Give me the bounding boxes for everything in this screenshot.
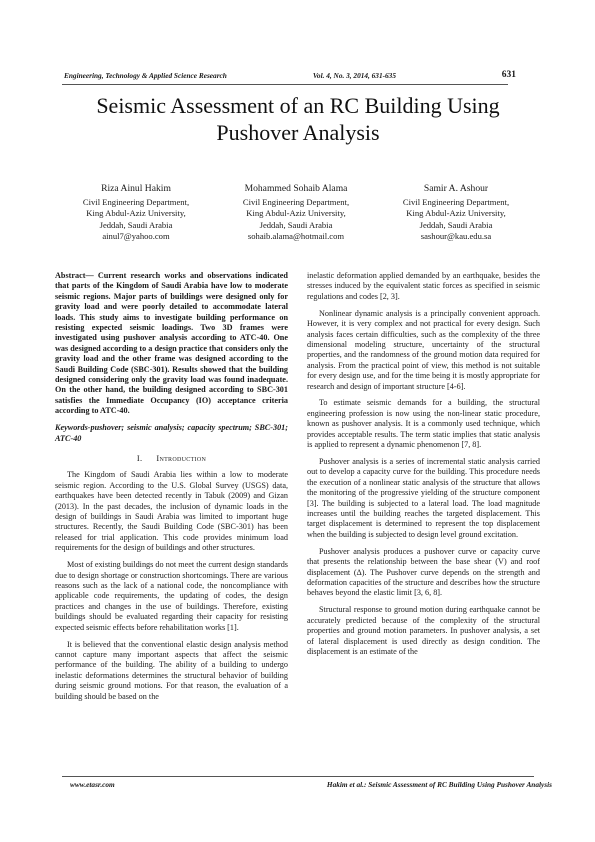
- footer-rule: [62, 776, 534, 777]
- author-department: Civil Engineering Department,: [82, 196, 190, 207]
- journal-name: Engineering, Technology & Applied Science Research: [64, 71, 227, 80]
- author-1: [56, 183, 216, 243]
- author-university: King Abdul-Aziz University,: [406, 208, 506, 219]
- journal-website[interactable]: www.etasr.com: [70, 780, 115, 789]
- author-location: Jeddah, Saudi Arabia: [99, 219, 173, 230]
- author-3: [376, 183, 536, 243]
- paragraph: Most of existing buildings do not meet the current design standards due to design shortage or construction shortcomings. There are various reasons such as the lack of a national code, the noncompliance with applicable code requirements, the updating of codes, the design practices and changes in the use of buildings. Therefore, existing buildings should be evaluated regarding their capacity for resisting expected seismic effects before rehabilitation works [1].: [55, 560, 288, 632]
- volume-info: Vol. 4, No. 3, 2014, 631-635: [312, 71, 396, 80]
- author-name: Riza Ainul Hakim: [101, 183, 171, 194]
- running-footer: [70, 780, 552, 789]
- footer-citation: Hakim et al.: Seismic Assessment of RC Building Using Pushover Analysis: [326, 780, 552, 789]
- section-heading: [55, 454, 288, 464]
- paragraph: Pushover analysis produces a pushover curve or capacity curve that presents the relationship between the base shear (V) and roof displacement (Δ). The Pushover curve depends on the strength and deformation capacities of the structure and describes how the structure behaves beyond the elastic limit [3, 6, 8].: [307, 546, 540, 598]
- paragraph: The Kingdom of Saudi Arabia lies within a low to moderate seismic region. According to the U.S. Global Survey (USGS) data, earthquakes have been detected recently in Tabuk (2009) and Gizan (2013). In the past decades, the inclusion of dynamic loads in the design of buildings in Saudi Arabia was limited to important huge structures. Recently, the Saudi Building Code (SBC-301) has been released for trial application. This code provides minimum load requirements for the design of buildings and other structures.: [55, 470, 288, 553]
- author-location: Jeddah, Saudi Arabia: [419, 219, 493, 230]
- author-university: King Abdul-Aziz University,: [86, 208, 186, 219]
- header-rule: [62, 84, 508, 85]
- author-name: Samir A. Ashour: [423, 183, 489, 194]
- author-email[interactable]: sohaib.alama@hotmail.com: [247, 231, 345, 242]
- section-title: Introduction: [156, 454, 207, 463]
- page-number: 631: [501, 70, 516, 80]
- paragraph: It is believed that the conventional elastic design analysis method cannot capture many important aspects that affect the seismic performance of the building. The ability of a building to undergo inelastic deformations determines the structural behavior of building during seismic ground motions. For that reason, the evaluation of a building should be based on the: [55, 639, 288, 701]
- paragraph: inelastic deformation applied demanded by an earthquake, besides the stresses induced by the equivalent static forces as specified in seismic regulations and codes [2, 3].: [307, 271, 540, 301]
- paragraph: Structural response to ground motion during earthquake cannot be accurately predicted because of the complexity of the structural properties and ground motion parameters. In pushover analysis, a set of lateral displacement is used directly as design condition. The displacement is an estimate of the: [307, 605, 540, 656]
- running-header: [64, 70, 516, 80]
- author-block: [56, 183, 536, 243]
- paper-title: Seismic Assessment of an RC Building Using Pushover Analysis: [96, 93, 500, 145]
- right-column: [307, 271, 540, 664]
- author-department: Civil Engineering Department,: [402, 196, 510, 207]
- section-number: I.: [136, 454, 143, 463]
- author-department: Civil Engineering Department,: [242, 196, 350, 207]
- author-name: Mohammed Sohaib Alama: [244, 183, 348, 194]
- author-university: King Abdul-Aziz University,: [246, 208, 346, 219]
- abstract: Abstract— Current research works and observations indicated that parts of the Kingdom of Saudi Arabia have low to moderate seismic regions. Major parts of buildings were designed only for gravity load and were poorly detailed to accommodate lateral loads. This study aims to investigate building performance on resisting expected seismic loadings. Two 3D frames were investigated using pushover analysis according to ATC-40. One was designed according to a design practice that considers only the gravity load and the other frame was designed according to the Saudi Building Code (SBC-301). Results showed that the building designed considering only the gravity load was found inadequate. On the other hand, the building designed according to SBC-301 satisfies the Immediate Occupancy (IO) acceptance criteria according to ATC-40.: [55, 271, 288, 416]
- paragraph: Pushover analysis is a series of incremental static analysis carried out to develop a capacity curve for the building. This procedure needs the execution of a nonlinear static analysis of the structure that allows the monitoring of the progressive yielding of the structure component [3]. The building is subjected to a lateral load. The load magnitude increases until the building reaches the targeted displacement. This target displacement is determined to represent the top displacement when the building is subjected to design level ground excitation.: [307, 457, 540, 539]
- author-2: [216, 183, 376, 243]
- author-location: Jeddah, Saudi Arabia: [259, 219, 333, 230]
- keywords: Keywords-pushover; seismic analysis; capacity spectrum; SBC-301; ATC-40: [55, 423, 288, 443]
- author-email[interactable]: ainul7@yahoo.com: [102, 231, 170, 242]
- paragraph: Nonlinear dynamic analysis is a principally convenient approach. However, it is very complex and not practical for every design. Such analysis faces certain difficulties, such as the complexity of the three dimensional modeling structure, uncertainty of the structural properties, and the randomness of the ground motion data required for analysis. From the practical point of view, this method is not suitable for every design use, and for the time being it is mostly appropriate for research and design of important structure [4-6].: [307, 308, 540, 391]
- author-email[interactable]: sashour@kau.edu.sa: [420, 231, 492, 242]
- paragraph: To estimate seismic demands for a building, the structural engineering profession is now using the non-linear static procedure, known as pushover analysis. It is a commonly used technique, which provides acceptable results. The term static implies that static analysis is applied to represent a dynamic phenomenon [7, 8].: [307, 398, 540, 450]
- left-column: [55, 271, 288, 708]
